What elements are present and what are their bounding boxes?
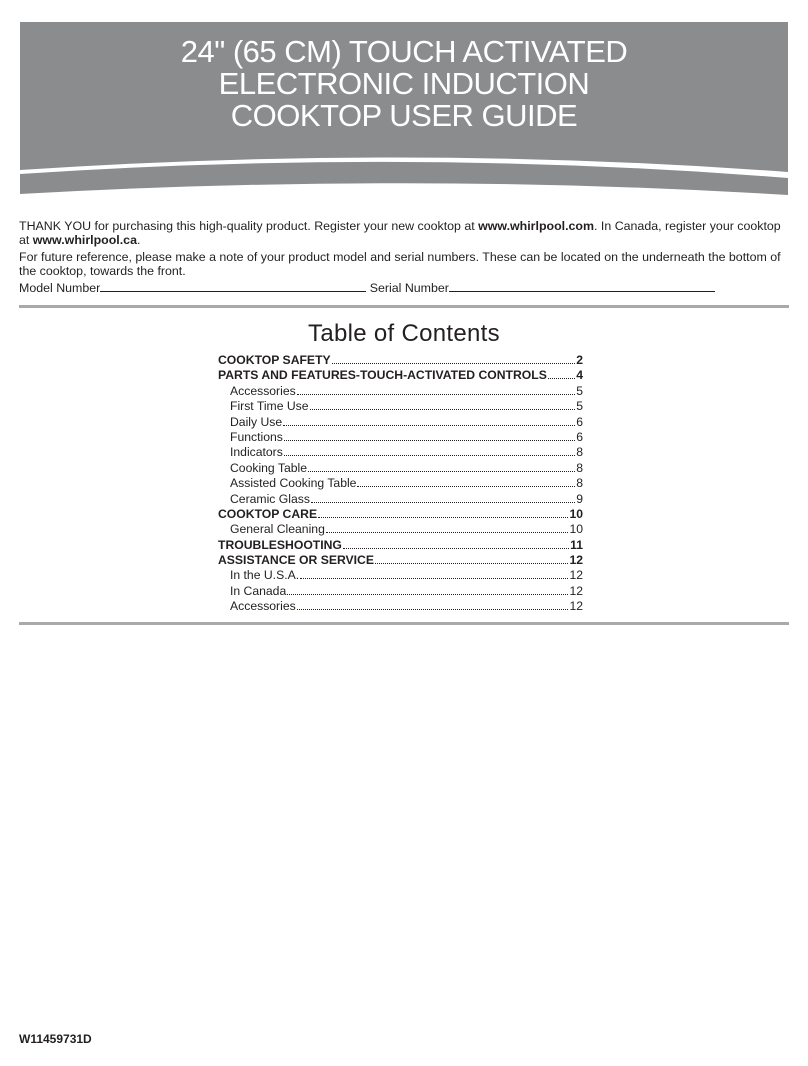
toc-entry-label: Cooking Table [230, 460, 308, 475]
toc-entry-label: General Cleaning [230, 522, 325, 537]
toc-entry-label: Assisted Cooking Table [230, 476, 357, 491]
toc-leader-dots [357, 476, 575, 487]
toc-entry[interactable] [218, 522, 583, 537]
registration-text: THANK YOU for purchasing this high-quality product. Register your new cooktop at [19, 219, 479, 233]
toc-entry-page: 12 [569, 568, 583, 583]
serial-number-label: Serial Number [369, 281, 449, 295]
table-of-contents [218, 353, 583, 615]
toc-leader-dots [318, 507, 568, 518]
title-line-1: 24" (65 CM) TOUCH ACTIVATED [180, 34, 628, 69]
toc-entry-page: 5 [576, 399, 583, 414]
toc-entry-label: Daily Use [230, 414, 283, 429]
toc-entry[interactable] [218, 584, 583, 599]
toc-entry[interactable] [218, 430, 583, 445]
toc-entry[interactable] [218, 368, 583, 383]
toc-entry[interactable] [218, 568, 583, 583]
registration-text-canada: . In Canada, register your cooktop at [19, 219, 781, 247]
toc-leader-dots [548, 368, 575, 379]
toc-heading: Table of Contents [308, 320, 500, 347]
toc-entry-label: Accessories [230, 599, 296, 614]
toc-entry[interactable] [218, 415, 583, 430]
divider-top [19, 305, 789, 308]
model-number-blank [100, 281, 366, 292]
toc-entry-page: 2 [576, 353, 583, 367]
serial-number-blank [449, 281, 715, 292]
toc-entry-page: 8 [576, 476, 583, 491]
intro-section [19, 219, 789, 295]
toc-leader-dots [310, 399, 576, 410]
toc-leader-dots [332, 353, 576, 364]
toc-leader-dots [311, 492, 575, 503]
toc-entry[interactable] [218, 599, 583, 614]
toc-entry[interactable] [218, 476, 583, 491]
model-serial-line [19, 281, 789, 295]
toc-entry-page: 4 [576, 368, 583, 383]
toc-entry-page: 10 [569, 522, 583, 537]
toc-entry-page: 12 [569, 583, 583, 598]
toc-entry-page: 9 [576, 491, 583, 506]
toc-leader-dots [343, 538, 569, 549]
document-number: W11459731D [19, 1032, 92, 1046]
header-banner [20, 22, 788, 200]
toc-entry-page: 10 [569, 506, 583, 521]
toc-entry[interactable] [218, 399, 583, 414]
toc-entry-label: COOKTOP CARE [218, 506, 318, 521]
registration-period: . [136, 233, 141, 247]
toc-entry[interactable] [218, 507, 583, 522]
toc-entry[interactable] [218, 492, 583, 507]
toc-entry[interactable] [218, 384, 583, 399]
toc-leader-dots [375, 553, 568, 564]
toc-leader-dots [284, 430, 575, 441]
toc-entry-label: Functions [230, 429, 283, 444]
toc-entry[interactable] [218, 353, 583, 368]
divider-bottom [19, 622, 789, 625]
toc-leader-dots [308, 461, 575, 472]
toc-entry-page: 11 [570, 537, 583, 552]
toc-entry[interactable] [218, 445, 583, 460]
toc-entry-label: PARTS AND FEATURES-TOUCH-ACTIVATED CONTROLS [218, 368, 547, 383]
toc-entry-page: 12 [569, 599, 583, 614]
whirlpool-ca-link[interactable]: www.whirlpool.ca [32, 233, 137, 247]
toc-entry[interactable] [218, 461, 583, 476]
toc-leader-dots [284, 445, 575, 456]
toc-entry[interactable] [218, 538, 583, 553]
toc-leader-dots [287, 584, 568, 595]
toc-entry-label: First Time Use [230, 399, 309, 414]
reference-paragraph: For future reference, please make a note of your product model and serial numbers. These can be located on the underneath the bottom of the cooktop, towards the front. [19, 250, 781, 278]
toc-entry[interactable] [218, 553, 583, 568]
toc-entry-label: COOKTOP SAFETY [218, 353, 331, 367]
toc-leader-dots [326, 522, 569, 533]
toc-entry-page: 8 [576, 445, 583, 460]
toc-entry-label: Accessories [230, 383, 296, 398]
document-title [20, 36, 788, 132]
toc-leader-dots [300, 568, 568, 579]
model-number-label: Model Number [19, 281, 101, 295]
toc-entry-label: In the U.S.A. [230, 568, 300, 583]
title-line-3: COOKTOP USER GUIDE [230, 98, 578, 133]
whirlpool-com-link[interactable]: www.whirlpool.com [478, 219, 595, 233]
toc-entry-label: TROUBLESHOOTING [218, 537, 342, 552]
toc-entry-label: Indicators [230, 445, 283, 460]
toc-entry-page: 8 [576, 460, 583, 475]
registration-paragraph [19, 219, 789, 247]
toc-leader-dots [297, 384, 576, 395]
toc-entry-label: Ceramic Glass [230, 491, 310, 506]
toc-entry-page: 6 [576, 414, 583, 429]
toc-entry-page: 5 [576, 383, 583, 398]
toc-entry-page: 6 [576, 429, 583, 444]
title-line-2: ELECTRONIC INDUCTION [218, 66, 590, 101]
toc-leader-dots [283, 415, 575, 426]
toc-entry-page: 12 [569, 553, 583, 568]
toc-leader-dots [297, 599, 569, 610]
toc-entry-label: In Canada [230, 583, 287, 598]
toc-entry-label: ASSISTANCE OR SERVICE [218, 553, 374, 568]
